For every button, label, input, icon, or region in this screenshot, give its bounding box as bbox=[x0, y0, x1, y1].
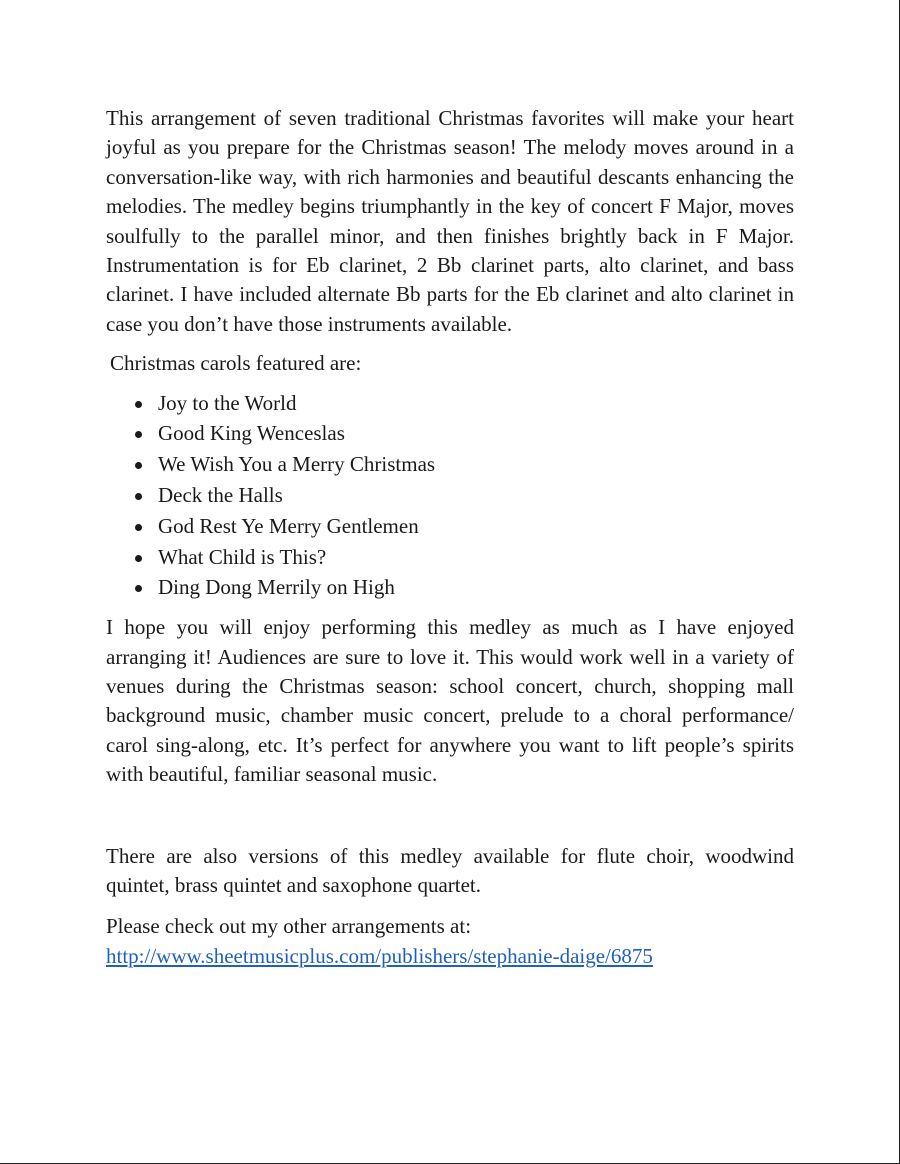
list-item bbox=[106, 572, 794, 603]
bullet-icon bbox=[135, 431, 142, 438]
bullet-icon bbox=[135, 585, 142, 592]
carol-title: Deck the Halls bbox=[158, 483, 283, 508]
carol-title: Ding Dong Merrily on High bbox=[158, 575, 395, 600]
versions-paragraph: There are also versions of this medley available for flute choir, woodwind quintet, brass quintet and saxophone quartet. bbox=[106, 843, 794, 898]
carol-title: God Rest Ye Merry Gentlemen bbox=[158, 513, 419, 538]
list-item bbox=[106, 542, 794, 573]
bullet-icon bbox=[135, 493, 142, 500]
carol-list bbox=[106, 388, 794, 604]
arrangements-link[interactable]: http://www.sheetmusicplus.com/publishers/stephanie-daige/6875 bbox=[106, 943, 653, 968]
carols-heading: Christmas carols featured are: bbox=[110, 351, 362, 376]
carol-title: Joy to the World bbox=[158, 390, 297, 415]
list-item bbox=[106, 418, 794, 449]
document-body bbox=[106, 104, 794, 971]
list-item bbox=[106, 449, 794, 480]
list-item bbox=[106, 480, 794, 511]
bullet-icon bbox=[135, 524, 142, 531]
list-item bbox=[106, 388, 794, 419]
closing-paragraph: I hope you will enjoy performing this medley as much as I have enjoyed arranging it! Audiences are sure to love it. This would work well in a variety of venues during the Christmas season: school concert, church, shopping mall background music, chamber music concert, prelude to a choral performance/ carol sing-along, etc. It’s perfect for anywhere you want to lift people’s spirits with beautiful, familiar seasonal music. bbox=[106, 615, 794, 787]
intro-paragraph: This arrangement of seven traditional Christmas favorites will make your heart joyful as you prepare for the Christmas season! The melody moves around in a conversation-like way, with rich harmonies and beautiful descants enhancing the melodies. The medley begins triumphantly in the key of concert F Major, moves soulfully to the parallel minor, and then finishes brightly back in F Major. Instrumentation is for Eb clarinet, 2 Bb clarinet parts, alto clarinet, and bass clarinet. I have included alternate Bb parts for the Eb clarinet and alto clarinet in case you don’t have those instruments available. bbox=[106, 106, 794, 336]
list-item bbox=[106, 511, 794, 542]
carol-title: Good King Wenceslas bbox=[158, 421, 345, 446]
bullet-icon bbox=[135, 462, 142, 469]
carol-title: We Wish You a Merry Christmas bbox=[158, 452, 436, 477]
bullet-icon bbox=[135, 555, 142, 562]
bullet-icon bbox=[135, 401, 142, 408]
check-out-text: Please check out my other arrangements at: bbox=[106, 914, 472, 939]
carol-title: What Child is This? bbox=[158, 544, 327, 569]
